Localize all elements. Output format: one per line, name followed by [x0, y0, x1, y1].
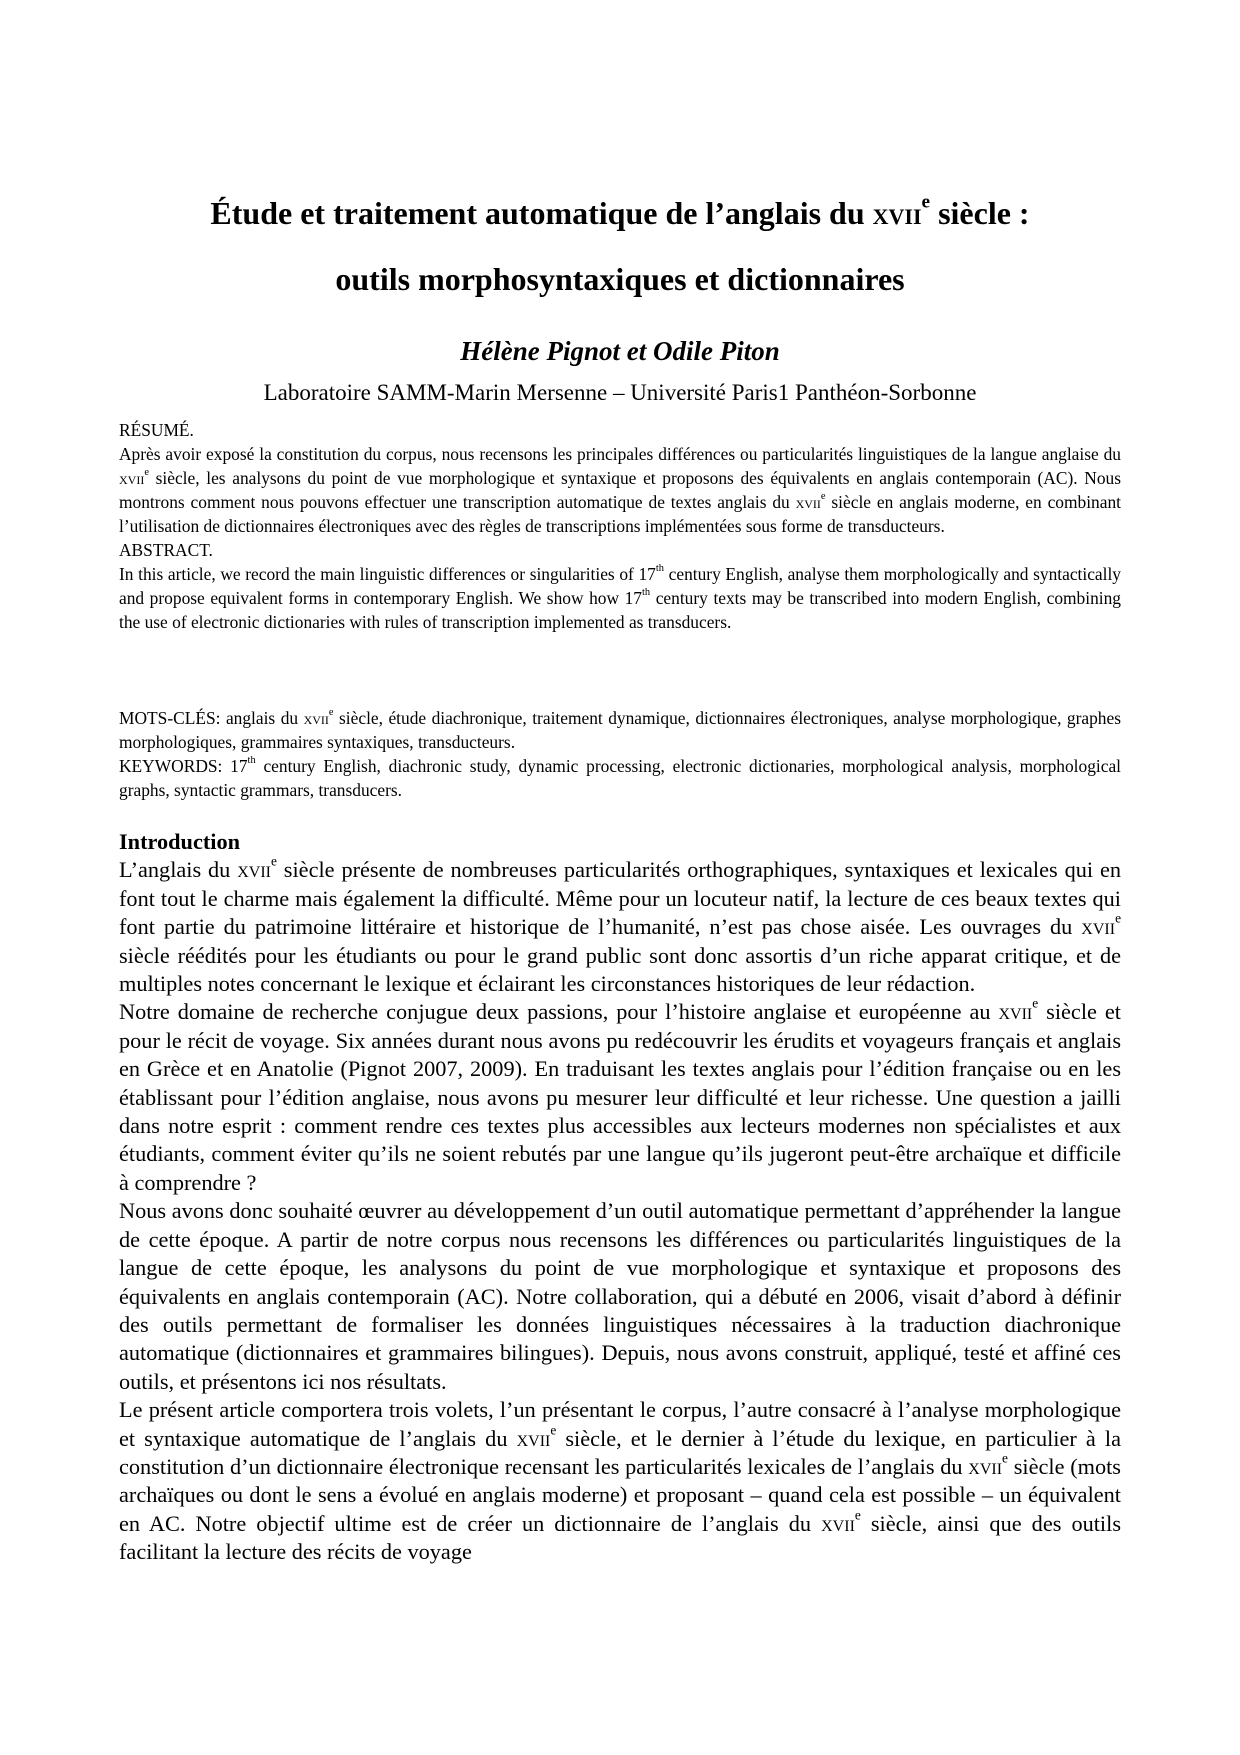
- intro-paragraph-2: Notre domaine de recherche conjugue deux passions, pour l’histoire anglaise et européenne au xvii$^e$ siècle et pour le récit de voyage. Six années durant nous avons pu redécouvrir les érudits et voyageurs français et anglais en Grèce et en Anatolie (Pignot 2007, 2009). En traduisant les textes anglais pour l’édition française ou en les établissant pour l’édition anglaise, nous avons pu mesurer leur difficulté et leur richesse. Une question a jailli dans notre esprit : comment rendre ces textes plus accessibles aux lecteurs modernes non spécialistes et aux étudiants, comment éviter qu’ils ne soient rebutés par une langue qu’ils jugeront peut-être archaïque et difficile à comprendre ?: [119, 996, 1121, 1195]
- affiliation: Laboratoire SAMM-Marin Mersenne – Université Paris1 Panthéon-Sorbonne: [263, 380, 977, 405]
- intro-paragraph-4: Le présent article comportera trois volets, l’un présentant le corpus, l’autre consacré à l’analyse morphologique et syntaxique automatique de l’anglais du xvii$^e$ siècle, et le dernier à l’étude du lexique, en particulier à la constitution d’un dictionnaire électronique recensant les particularités lexicales de l’anglais du xvii$^e$ siècle (mots archaïques ou dont le sens a évolué en anglais moderne) et proposant – quand cela est possible – un équivalent en AC. Notre objectif ultime est de créer un dictionnaire de l’anglais du xvii$^e$ siècle, ainsi que des outils facilitant la lecture des récits de voyage: [119, 1397, 1121, 1565]
- authors: Hélène Pignot et Odile Piton: [460, 336, 780, 366]
- keywords: KEYWORDS: 17th century English, diachronic study, dynamic processing, electronic dictionaries, morphological analysis, morphological graphs, syntactic grammars, transducers.: [119, 755, 1121, 800]
- paper-title-line-1: Étude et traitement automatique de l’anglais du xvii$^e$ siècle :: [210, 191, 1030, 231]
- century-numeral: xvii: [872, 195, 922, 231]
- abstract-heading: ABSTRACT.: [119, 540, 213, 560]
- introduction-section: [119, 828, 1121, 1567]
- intro-paragraph-3: Nous avons donc souhaité œuvrer au développement d’un outil automatique permettant d’appréhender la langue de cette époque. A partir de notre corpus nous recensons les différences ou particularités linguistiques de la langue de cette époque, les analysons du point de vue morphologique et syntaxique et proposons des équivalents en anglais contemporain (AC). Notre collaboration, qui a débuté en 2006, visait d’abord à définir des outils permettant de formaliser les données linguistiques nécessaires à la traduction diachronique automatique (dictionnaires et grammaires bilingues). Depuis, nous avons construit, appliqué, testé et affiné ces outils, et présentons ici nos résultats.: [119, 1198, 1121, 1394]
- section-heading-introduction: Introduction: [119, 829, 241, 854]
- mots-cles: MOTS-CLÉS: anglais du xvii$^e$ siècle, étude diachronique, traitement dynamique, dictionnaires électroniques, analyse morphologique, graphes morphologiques, grammaires syntaxiques, transducteurs.: [119, 707, 1121, 752]
- abstract-text: In this article, we record the main linguistic differences or singularities of 17th century English, analyse them morphologically and syntactically and propose equivalent forms in contemporary English. We show how 17th century texts may be transcribed into modern English, combining the use of electronic dictionaries with rules of transcription implemented as transducers.: [119, 563, 1122, 632]
- intro-paragraph-1: L’anglais du xvii$^e$ siècle présente de nombreuses particularités orthographiques, syntaxiques et lexicales qui en font tout le charme mais également la difficulté. Même pour un locuteur natif, la lecture de ces beaux textes qui font partie du patrimoine littéraire et historique de l’humanité, n’est pas chose aisée. Les ouvrages du xvii$^e$ siècle réédités pour les étudiants ou pour le grand public sont donc assortis d’un riche apparat critique, et de multiples notes concernant le lexique et éclairant les circonstances historiques de leur rédaction.: [119, 854, 1121, 997]
- resume-text: Après avoir exposé la constitution du corpus, nous recensons les principales différences ou particularités linguistiques de la langue anglaise du xvii$^e$ siècle, les analysons du point de vue morphologique et syntaxique et proposons des équivalents en anglais contemporain (AC). Nous montrons comment nous pouvons effectuer une transcription automatique de textes anglais du xvii$^e$ siècle en anglais moderne, en combinant l’utilisation de dictionnaires électroniques avec des règles de transcriptions implémentées sous forme de transducteurs.: [119, 444, 1121, 536]
- resume-heading: RÉSUMÉ.: [119, 420, 194, 440]
- keywords-block: [119, 706, 1121, 802]
- paper-title-line-2: outils morphosyntaxiques et dictionnaires: [335, 261, 905, 297]
- abstract-block: [119, 418, 1121, 634]
